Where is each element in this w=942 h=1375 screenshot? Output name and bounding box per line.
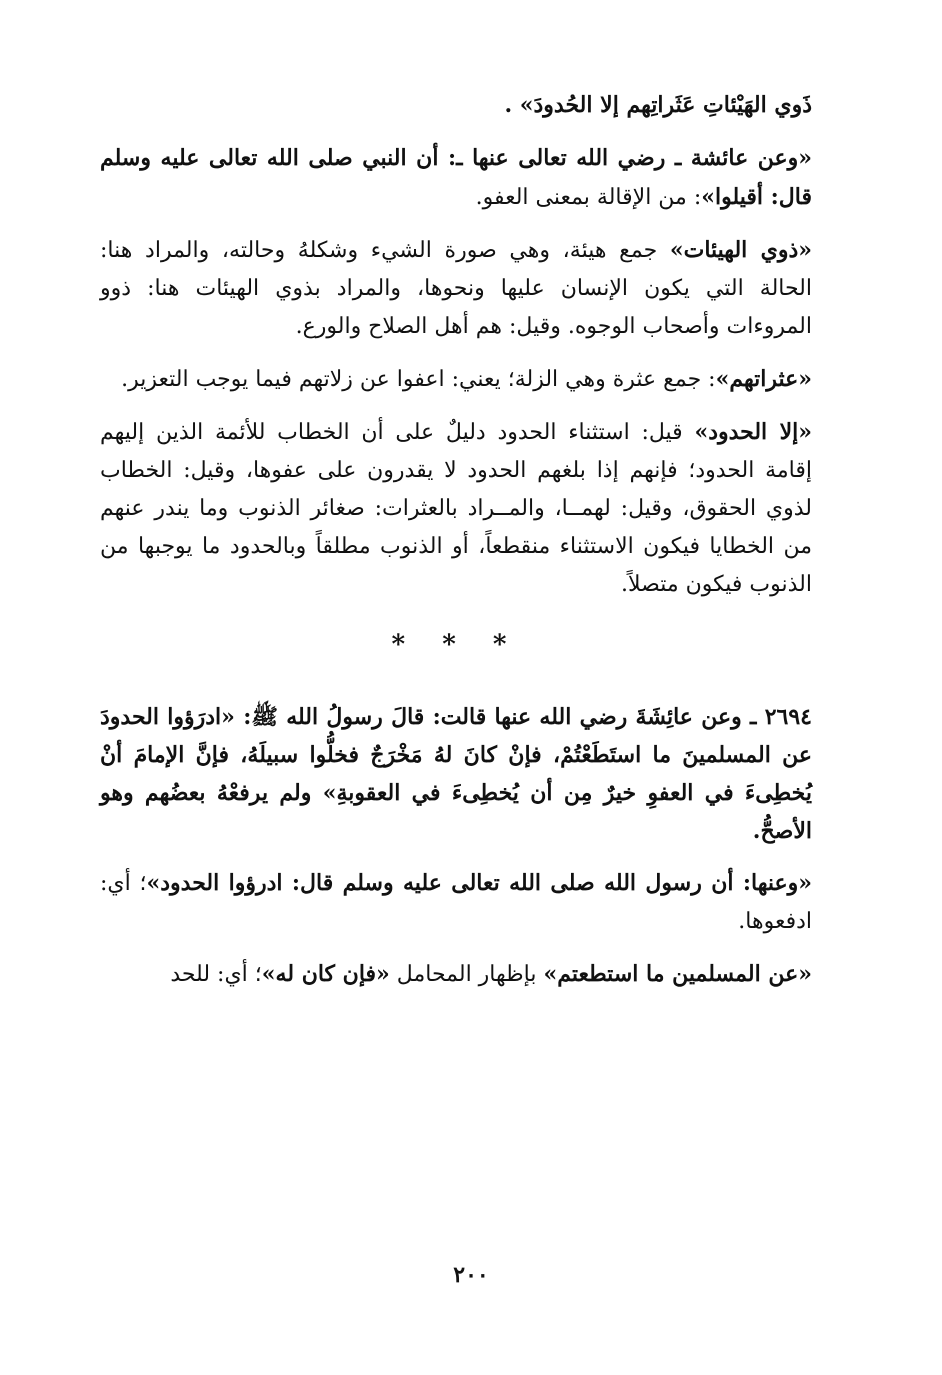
- hadith-2694: ٢٦٩٤ ـ وعن عائِشَةَ رضي الله عنها قالت: قالَ رسولُ الله ﷺ: «ادرَؤوا الحدودَ عن المسلمينَ ما استَطَعْتُمْ، فإنْ كانَ لهُ مَخْرَجٌ فخلُّوا سبيلَهُ، فإنَّ الإمامَ أنْ يُخطِىءَ في العفوِ خيرٌ مِن أن يُخطِىءَ في العقوبةِ» ولم يرفعْهُ بعضُهم وهو الأصحُّ.: [100, 704, 812, 844]
- after-1-text: بإظهار المحامل: [389, 962, 544, 987]
- after-1-bold2: «فإن كان له»: [261, 961, 390, 987]
- paragraph-1-bold: «وعن عائشة ـ رضي الله تعالى عنها ـ: أن النبي صلى الله تعالى عليه وسلم قال: أقيلوا»: [100, 145, 812, 210]
- after-1-bold: «عن المسلمين ما استطعتم»: [543, 961, 812, 987]
- paragraph-1-text: : من الإقالة بمعنى العفو.: [475, 185, 702, 210]
- paragraph-4-bold: «إلا الحدود»: [694, 419, 812, 445]
- after-0-bold: «وعنها: أن رسول الله صلى الله تعالى عليه وسلم قال: ادرؤوا الحدود»: [146, 870, 812, 896]
- paragraph-dhawi-alhayaat: [100, 231, 812, 346]
- paragraph-idrau: [100, 864, 812, 941]
- paragraph-3-text: : جمع عثرة وهي الزلة؛ يعني: اعفوا عن زلاتهم فيما يوجب التعزير.: [121, 367, 716, 392]
- section-separator: * * *: [391, 630, 521, 660]
- after-1-text2: ؛ أي: للحد: [170, 962, 262, 987]
- paragraph-atharatihim: [100, 360, 812, 399]
- paragraph-illa-alhudud: [100, 413, 812, 604]
- page-number: ٢٠٠: [453, 1262, 489, 1288]
- paragraph-0-bold: ذَوي الهَيْئاتِ عَثَراتِهم إلا الحُدودَ» .: [504, 92, 812, 118]
- paragraph-an-almuslimin: [100, 955, 812, 994]
- paragraph-2-text: جمع هيئة، وهي صورة الشيء وشكلهُ وحالته، والمراد هنا: الحالة التي يكون الإنسان عليها ونحوها، والمراد بذوي الهيئات هنا: ذوو المروءات وأصحاب الوجوه. وقيل: هم أهل الصلاح والورع.: [100, 238, 812, 339]
- after-0-text: ؛ أي: ادفعوها.: [100, 871, 812, 934]
- paragraph-4-text: قيل: استثناء الحدود دليلٌ على أن الخطاب للأئمة الذين إليهم إقامة الحدود؛ فإنهم إذا بلغهم الحدود لا يقدرون على عفوها، وقيل: الخطاب لذوي الحقوق، وقيل: لهمــا، والمــراد بالعثرات: صغائر الذنوب وما يندر عنهم من الخطايا فيكون الاستثناء منقطعاً، أو الذنوب مطلقاً وبالحدود ما يوجبها من الذنوب فيكون متصلاً.: [100, 420, 812, 597]
- paragraph-aqilu: [100, 139, 812, 217]
- paragraph-2-bold: «ذوي الهيئات»: [669, 237, 812, 263]
- paragraph-3-bold: «عثراتهم»: [715, 366, 812, 392]
- page-body: [100, 86, 812, 1008]
- paragraph-continuation: [100, 86, 812, 125]
